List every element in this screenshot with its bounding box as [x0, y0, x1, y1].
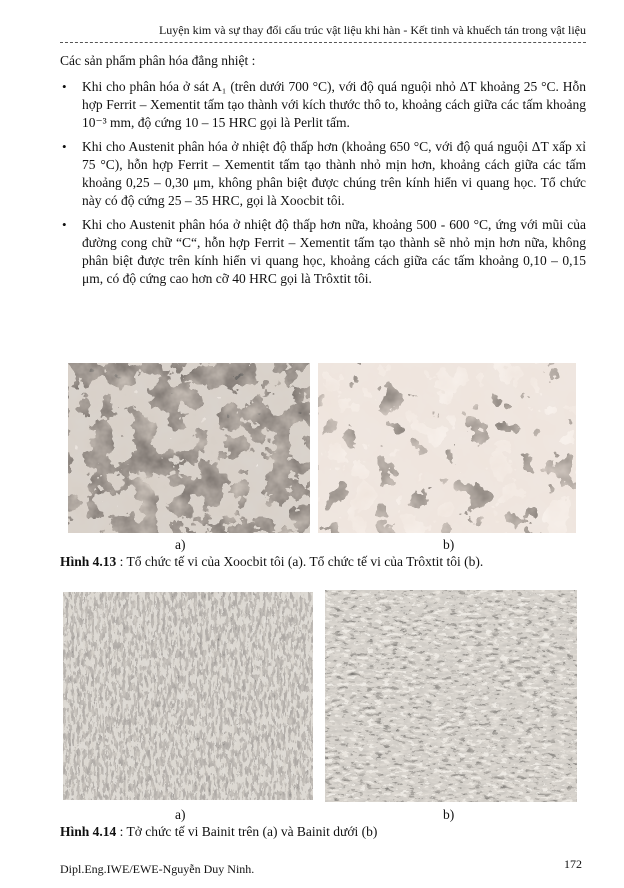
page-number: 172	[564, 857, 582, 871]
bullet-item-troxtit	[60, 216, 586, 288]
bullet-symbol: •	[62, 79, 67, 94]
footer-author: Dipl.Eng.IWE/EWE-Nguyễn Duy Ninh.	[60, 862, 255, 876]
bullet-list	[60, 78, 586, 294]
caption-number: Hình 4.13	[60, 554, 117, 569]
caption-text: : Tở chức tế vi Bainit trên (a) và Bainit dưới (b)	[116, 824, 378, 839]
bullet-item-xoocbit	[60, 138, 586, 210]
micrograph-lower-bainite	[325, 590, 577, 802]
section-intro: Các sản phẩm phân hóa đẳng nhiệt :	[60, 53, 256, 68]
figure-label-a: a)	[175, 807, 186, 822]
bullet-item-perlit	[60, 78, 586, 132]
figure-caption-4-14	[60, 823, 377, 841]
figure-label-a: a)	[175, 537, 186, 552]
figure-label-b: b)	[443, 537, 455, 552]
bullet-symbol: •	[62, 217, 67, 232]
header-divider	[60, 42, 586, 43]
running-header: Luyện kim và sự thay đổi cấu trúc vật liệu khi hàn - Kết tinh và khuếch tán trong vật liệu	[158, 23, 586, 37]
figure-label-b: b)	[443, 807, 455, 822]
bullet-text: Khi cho Austenit phân hóa ở nhiệt độ thấp hơn (khoảng 650 °C, với độ quá nguội ΔT xấp xỉ 75 °C), hỗn hợp Ferrit – Xementit tấm tạo thành nhỏ mịn hơn, khoảng cách giữa các tấm khoảng 0,25 – 0,30 μm, không phân biệt được chúng trên kính hiển vi quang học. Tổ chức này có độ cứng 25 – 35 HRC, gọi là Xoocbit tôi.	[82, 139, 586, 208]
caption-number: Hình 4.14	[60, 824, 117, 839]
bullet-symbol: •	[62, 139, 67, 154]
figure-caption-4-13	[60, 553, 483, 571]
bullet-text: Khi cho Austenit phân hóa ở nhiệt độ thấp hơn nữa, khoảng 500 - 600 °C, ứng với mũi của đường cong chữ “C“, hỗn hợp Ferrit – Xementit tấm tạo thành sẽ nhỏ mịn hơn nữa, không phân biệt được trên kính hiển vi quang học, khoảng cách giữa các tấm khoảng 0,10 – 0,15 μm, có độ cứng cao hơn cỡ 40 HRC gọi là Trôxtit tôi.	[82, 217, 586, 286]
micrograph-upper-bainite	[63, 592, 313, 800]
caption-text: : Tổ chức tế vi của Xoocbit tôi (a). Tổ chức tế vi của Trôxtit tôi (b).	[116, 554, 484, 569]
bullet-text: Khi cho phân hóa ở sát A₁ (trên dưới 700 °C), với độ quá nguội nhỏ ΔT khoảng 25 °C. Hỗn hợp Ferrit – Xementit tấm tạo thành với kích thước thô to, khoảng cách giữa các tấm khoảng 10⁻³ mm, độ cứng 10 – 15 HRC gọi là Perlit tấm.	[82, 79, 586, 130]
micrograph-xoocbit	[68, 363, 310, 533]
micrograph-troxtit	[318, 363, 576, 533]
